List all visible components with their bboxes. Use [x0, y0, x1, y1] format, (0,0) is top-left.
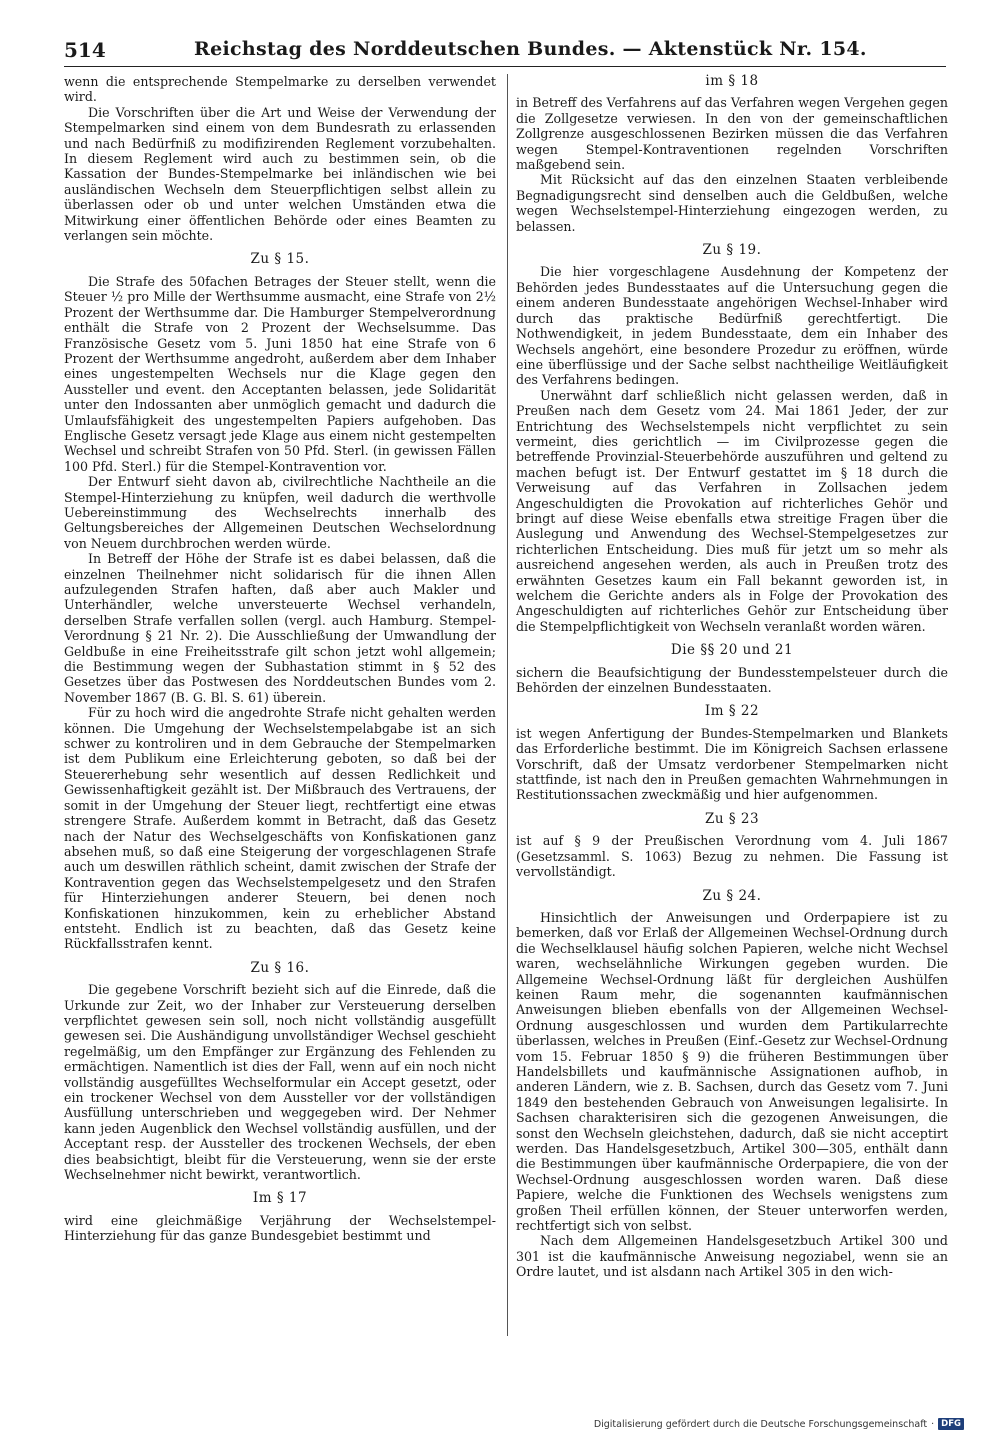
- section-heading: Im § 17: [252, 1190, 308, 1207]
- running-title: Reichstag des Norddeutschen Bundes. — Aktenstück Nr. 154.: [194, 38, 867, 60]
- section-heading: Zu § 16.: [250, 959, 310, 976]
- paragraph: wenn die entsprechende Stempelmarke zu derselben verwendet wird.: [64, 74, 496, 105]
- paragraph: ist wegen Anfertigung der Bundes-Stempelmarken und Blankets das Erforderliche bestimmt. Die im Königreich Sachsen erlassene Vorschrift, daß der Umsatz verdorbener Stempelmarken nicht stattfinde, ist nach den in Preußen gemachten Wahrnehmungen in Restitutionssachen zweckmäßig und hier aufgenommen.: [516, 725, 948, 803]
- section-heading: im § 18: [705, 74, 759, 89]
- paragraph: Die hier vorgeschlagene Ausdehnung der Kompetenz der Behörden jedes Bundesstaates auf die Untersuchung gegen die einem anderen Bundesstaate angehörigen Wechsel-Inhaber wird durch das praktische Bedürfniß gerechtfertigt. Die Nothwendigkeit, in jedem Bundesstaate, dem ein Inhaber des Wechsels angehört, eine besondere Prozedur zu eröffnen, würde eine überflüssige und der Sache selbst nachtheilige Weitläufigkeit des Verfahrens bedingen.: [516, 264, 948, 388]
- section-heading: Die §§ 20 und 21: [670, 642, 794, 659]
- paragraph: Die gegebene Vorschrift bezieht sich auf die Einrede, daß die Urkunde zur Zeit, wo der Inhaber zur Versteuerung derselben verpflichtet gewesen sein soll, noch nicht vollständig ausgefüllt gewesen sei. Die Aushändigung unvollständiger Wechsel geschieht regelmäßig, um den Empfänger zur Ergänzung des Fehlenden zu ermächtigen. Namentlich ist dies der Fall, wenn auf ein noch nicht vollständig ausgefülltes Wechselformular ein Accept gesetzt, oder ein trockener Wechsel von dem Aussteller vor der vollständigen Ausfüllung unterschrieben und weggegeben wird. Der Nehmer kann jeden Augenblick den Wechsel vollständig ausfüllen, und der Acceptant resp. der Aussteller des trockenen Wechsels, der eben dies beabsichtigt, bleibt für die Versteuerung, wenn sie der erste Wechselnehmer nicht bewirkt, verantwortlich.: [64, 982, 496, 1183]
- paragraph: Nach dem Allgemeinen Handelsgesetzbuch Artikel 300 und 301 ist die kaufmännische Anweisung negoziabel, wenn sie an Ordre lautet, und ist alsdann nach Artikel 305 in den wich-: [516, 1233, 948, 1280]
- credit-text: Digitalisierung gefördert durch die Deutsche Forschungsgemeinschaft: [593, 1418, 928, 1430]
- page-header: [64, 36, 946, 67]
- paragraph: sichern die Beaufsichtigung der Bundesstempelsteuer durch die Behörden der einzelnen Bundesstaaten.: [516, 664, 948, 696]
- column-divider: [507, 74, 508, 1336]
- paragraph: ist auf § 9 der Preußischen Verordnung vom 4. Juli 1867 (Gesetzsamml. S. 1063) Bezug zu nehmen. Die Fassung ist vervollständigt.: [516, 833, 948, 880]
- left-column: [64, 74, 496, 1344]
- paragraph: in Betreff des Verfahrens auf das Verfahren wegen Vergehen gegen die Zollgesetze verwiesen. In den von der gemeinschaftlichen Zollgrenze ausgeschlossenen Bezirken müssen die das Verfahren wegen Stempel-Kontraventionen regelnden Vorschriften maßgebend sein.: [516, 95, 948, 173]
- dfg-logo: DFG: [938, 1418, 964, 1430]
- right-column: [516, 74, 948, 1344]
- paragraph: Die Strafe des 50fachen Betrages der Steuer stellt, wenn die Steuer ½ pro Mille der Werthsumme ausmacht, eine Strafe von 2½ Prozent der Werthsumme dar. Die Hamburger Stempelverordnung enthält die Strafe von 2 Prozent der Wechselsumme. Das Französische Gesetz vom 5. Juni 1850 hat eine Strafe von 6 Prozent der Werthsumme angedroht, außerdem aber dem Inhaber eines ungestempelten Wechsels nur die Klage gegen den Aussteller und event. den Acceptanten belassen, jede Solidarität unter den Indossanten aber unmöglich gemacht und dadurch die Umlaufsfähigkeit des ungestempelten Papiers aufgehoben. Das Englische Gesetz versagt jede Klage aus einem nicht gestempelten Wechsel und schreibt Strafen von 50 Pfd. Sterl. (in gewissen Fällen 100 Pfd. Sterl.) für die Stempel-Kontravention vor.: [64, 273, 496, 474]
- page-number: 514: [64, 38, 106, 62]
- paragraph: Hinsichtlich der Anweisungen und Orderpapiere ist zu bemerken, daß vor Erlaß der Allgemeinen Wechsel-Ordnung durch die Wechselklausel häufig solchen Papieren, welche nicht Wechsel waren, wechselähnliche Wirkungen gegeben wurden. Die Allgemeine Wechsel-Ordnung läßt für dergleichen Aushülfen keinen Raum mehr, die sogenannten kaufmännischen Anweisungen blieben ebenfalls von der Allgemeinen Wechsel-Ordnung ausgeschlossen und wurden dem Partikularrechte überlassen, welches in Preußen (Einf.-Gesetz zur Wechsel-Ordnung vom 15. Februar 1850 § 9) die früheren Bestimmungen über Handelsbillets und kaufmännische Assignationen aufhob, in anderen Ländern, wie z. B. Sachsen, durch das Gesetz vom 7. Juni 1849 den bestehenden Gebrauch von Anweisungen legalisirte. In Sachsen charakterisiren sich die gezogenen Anweisungen, die sonst den Wechseln gleichstehen, dadurch, daß sie nicht acceptirt werden. Das Handelsgesetzbuch, Artikel 300—305, enthält dann die Bestimmungen über kaufmännische Orderpapiere, die von der Wechsel-Ordnung ausgeschlossen worden waren. Daß diese Papiere, welche die Funktionen des Wechsels wenigstens zum großen Theil erfüllen können, der Steuer unterworfen werden, rechtfertigt sich von selbst.: [516, 909, 948, 1234]
- paragraph: In Betreff der Höhe der Strafe ist es dabei belassen, daß die einzelnen Theilnehmer nicht solidarisch für die ihnen Allen aufzulegenden Strafen haften, daß aber auch Makler und Unterhändler, welche unversteuerte Wechsel verhandeln, derselben Strafe verfallen sollen (vergl. auch Hamburg. Stempel-Verordnung § 21 Nr. 2). Die Ausschließung der Umwandlung der Geldbuße in eine Freiheitsstrafe gilt schon jetzt wohl allgemein; die Bestimmung wegen der Subhastation stimmt in § 52 des Gesetzes über das Postwesen des Norddeutschen Bundes vom 2. November 1867 (B. G. Bl. S. 61) überein.: [64, 551, 496, 705]
- digitization-credit: Digitalisierung gefördert durch die Deutsche Forschungsgemeinschaft · DFG: [594, 1418, 964, 1430]
- paragraph: Mit Rücksicht auf das den einzelnen Staaten verbleibende Begnadigungsrecht sind denselben auch die Geldbußen, welche wegen Wechselstempel-Hinterziehung eingezogen werden, zu belassen.: [516, 172, 948, 234]
- section-heading: Zu § 24.: [702, 887, 762, 904]
- section-heading: Zu § 19.: [702, 242, 762, 259]
- paragraph: wird eine gleichmäßige Verjährung der Wechselstempel-Hinterziehung für das ganze Bundesgebiet bestimmt und: [64, 1212, 496, 1244]
- section-heading: Zu § 23: [704, 810, 760, 827]
- paragraph: Der Entwurf sieht davon ab, civilrechtliche Nachtheile an die Stempel-Hinterziehung zu knüpfen, weil dadurch die werthvolle Uebereinstimmung des Wechselrechts innerhalb des Geltungsbereiches der Allgemeinen Deutschen Wechselordnung von Neuem durchbrochen werden würde.: [64, 474, 496, 551]
- section-heading: Im § 22: [704, 703, 760, 720]
- paragraph: Unerwähnt darf schließlich nicht gelassen werden, daß in Preußen nach dem Gesetz vom 24. Mai 1861 Jeder, der zur Entrichtung des Wechselstempels nicht verpflichtet zu sein vermeint, dies gerichtlich — im Civilprozesse gegen die betreffende Provinzial-Steuerbehörde auszuführen und geltend zu machen befugt ist. Der Entwurf gestattet im § 18 durch die Verweisung auf das Verfahren in Zollsachen jedem Angeschuldigten die Provokation auf richterliches Gehör und bringt auf diese Weise ebenfalls etwa streitige Fragen über die Auslegung und Anwendung des Wechsel-Stempelgesetzes zur richterlichen Entscheidung. Dies muß für jetzt um so mehr als ausreichend angesehen werden, als auch in Preußen trotz des erwähnten Gesetzes kaum ein Fall bekannt geworden ist, in welchem die Gerichte anders als in Folge der Provokation des Angeschuldigten auf richterliches Gehör zur Entscheidung über die Stempelpflichtigkeit von Wechseln veranlaßt worden wären.: [516, 387, 948, 634]
- paragraph: Für zu hoch wird die angedrohte Strafe nicht gehalten werden können. Die Umgehung der Wechselstempelabgabe ist an sich schwer zu kontroliren und in dem Gebrauche der Stempelmarken ist dem Publikum eine Erleichterung geboten, so daß bei der Steuererhebung sehr wesentlich auf dessen Redlichkeit und Gewissenhaftigkeit gezählt ist. Der Mißbrauch des Vertrauens, der somit in der Umgehung der Steuer liegt, rechtfertigt eine etwas strengere Strafe. Außerdem kommt in Betracht, daß das Gesetz nach der Natur des Wechselgeschäfts von Konfiskationen ganz absehen muß, so daß eine Steigerung der vorgeschlagenen Strafe auch um deswillen räthlich scheint, damit zwischen der Strafe der Kontravention gegen das Wechselstempelgesetz und den Strafen für Hinterziehungen anderer Steuern, bei denen noch Konfiskationen hinzukommen, kein zu erheblicher Abstand entsteht. Endlich ist zu beachten, daß das Gesetz keine Rückfallsstrafen kennt.: [64, 705, 496, 952]
- paragraph: Die Vorschriften über die Art und Weise der Verwendung der Stempelmarken sind einem von dem Bundesrath zu erlassenden und nach Bedürfniß zu modifizirenden Reglement vorzubehalten. In diesem Reglement wird auch zu bestimmen sein, ob die Kassation der Bundes-Stempelmarke bei inländischen wie bei ausländischen Wechseln dem Steuerpflichtigen selbst allein zu überlassen oder ob und unter welchen Umständen etwa die Mitwirkung einer öffentlichen Behörde oder eines Beamten zu verlangen sein möchte.: [64, 104, 496, 244]
- section-heading: Zu § 15.: [250, 251, 310, 268]
